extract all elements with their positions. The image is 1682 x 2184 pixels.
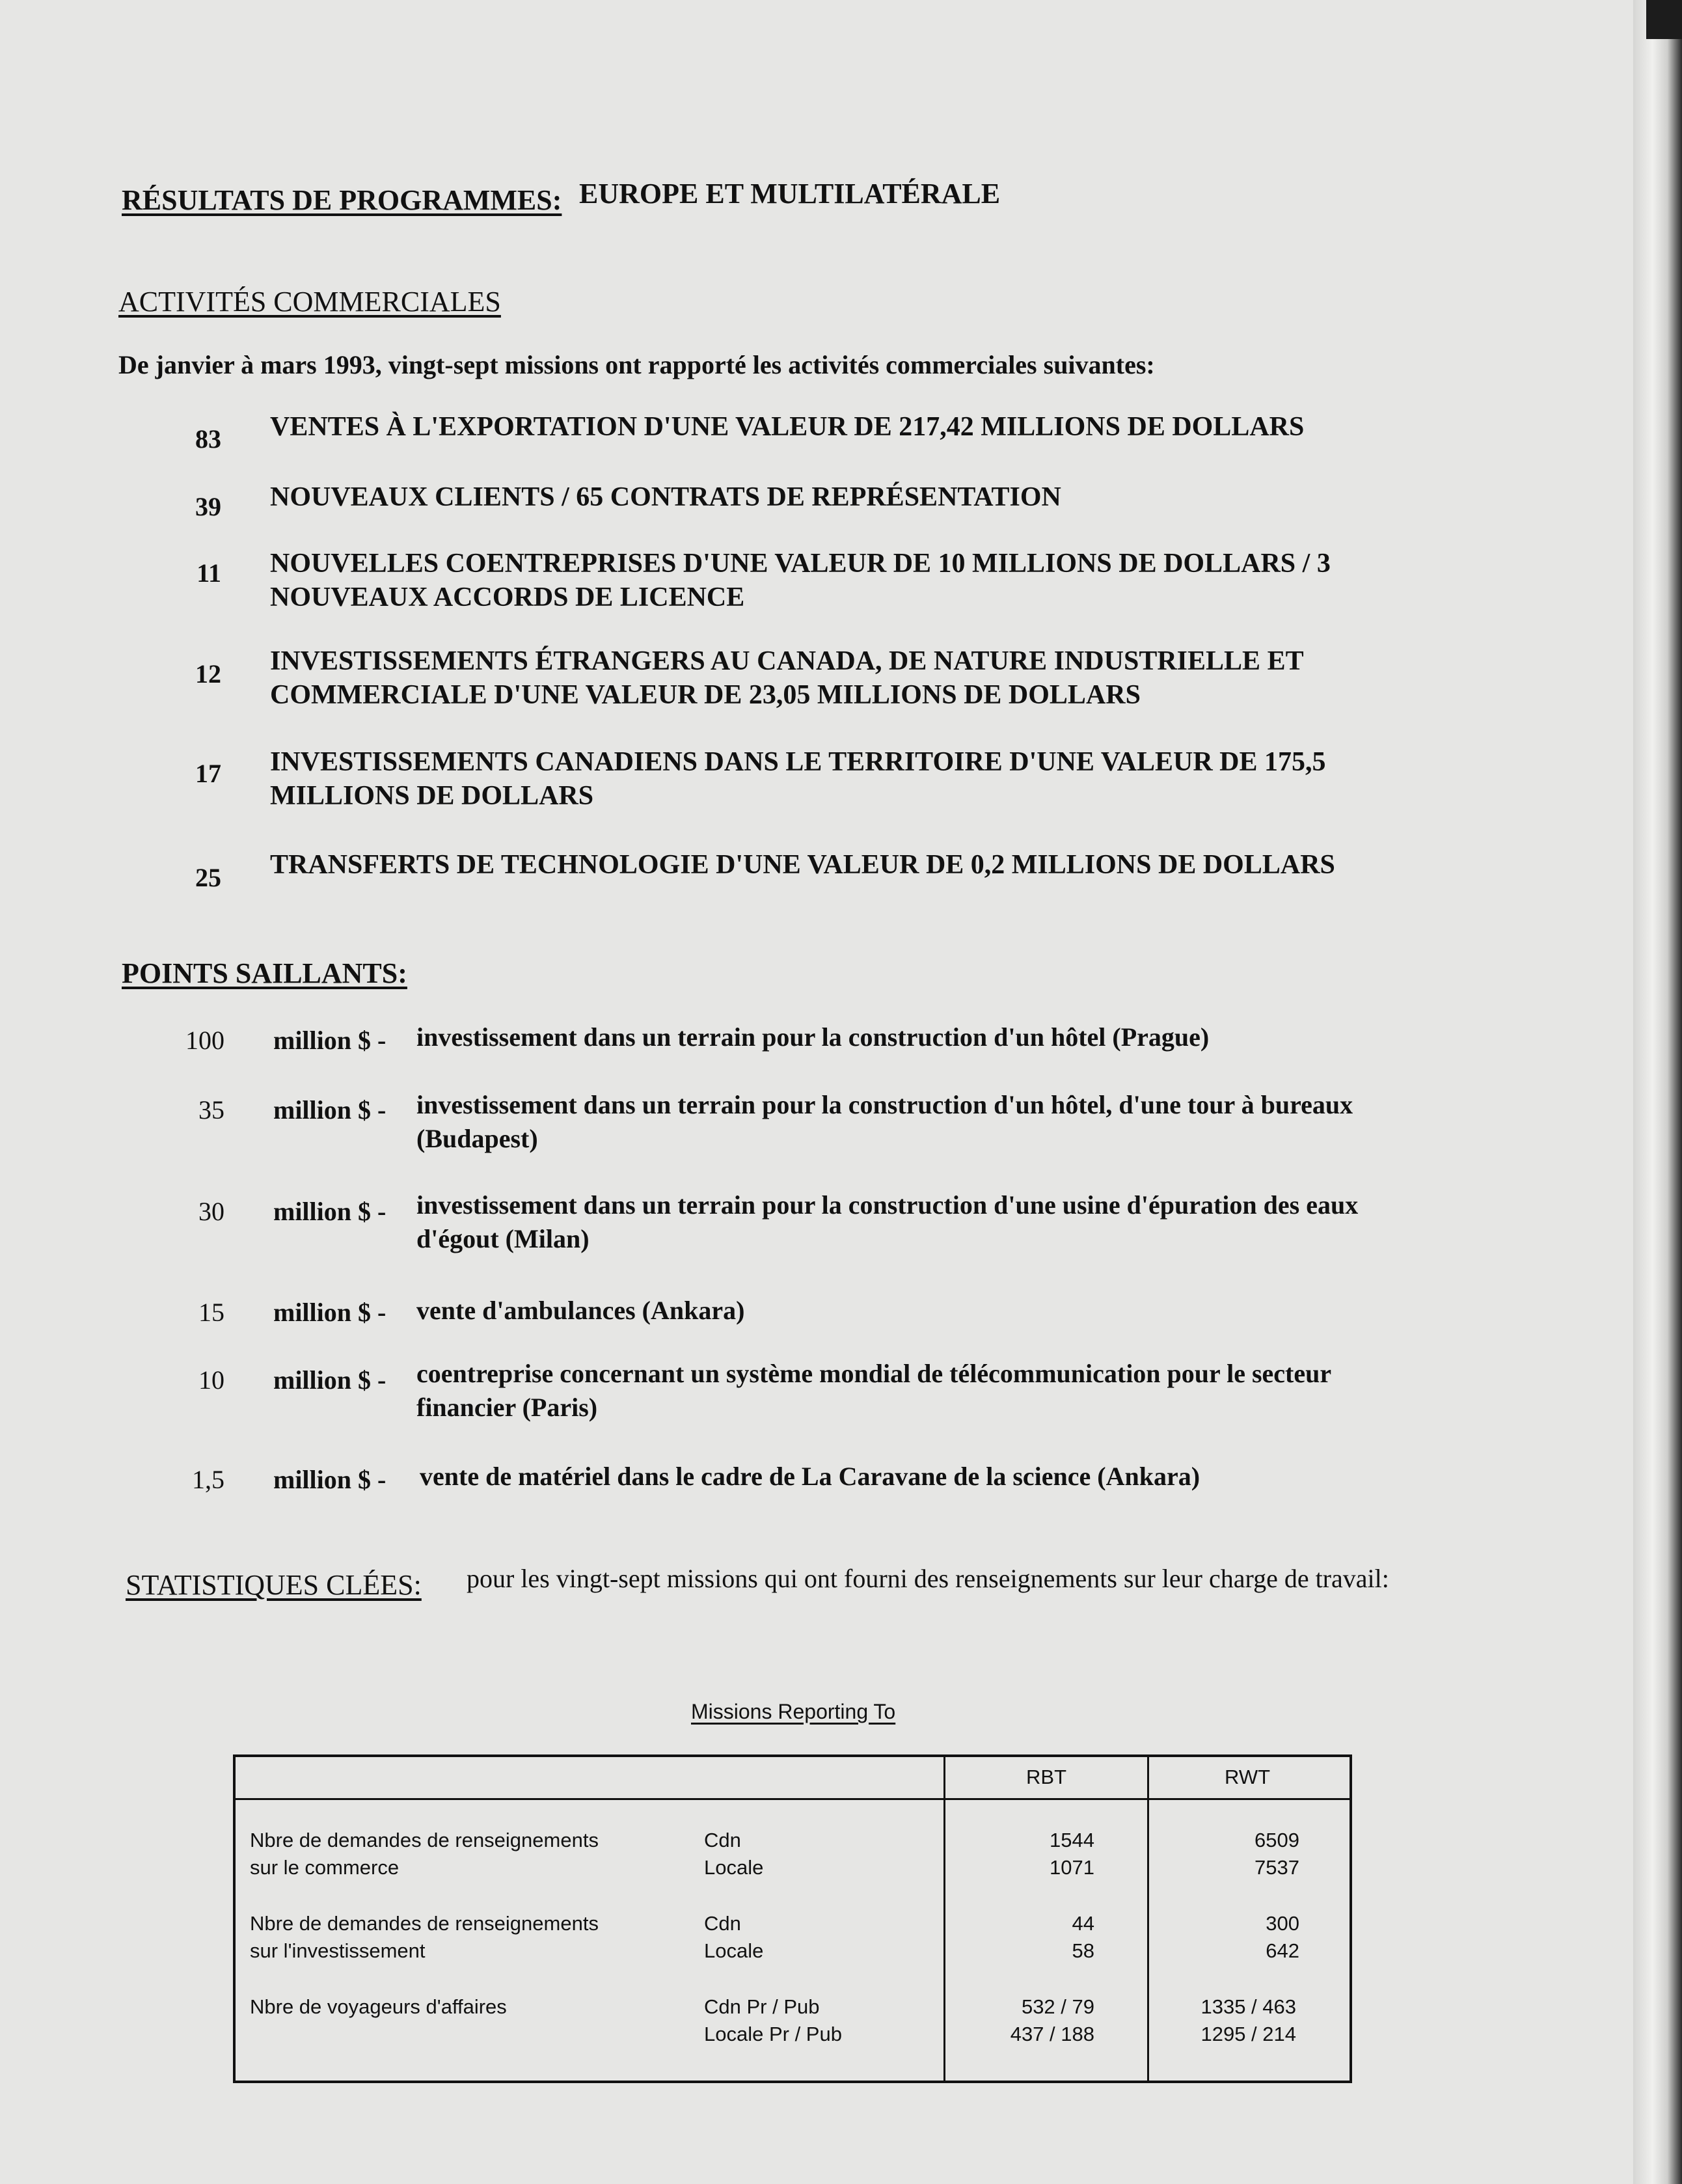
highlight-amount: 35 [198, 1095, 224, 1125]
section-title: EUROPE ET MULTILATÉRALE [579, 178, 1001, 210]
commercial-item: NOUVELLES COENTREPRISES D'UNE VALEUR DE 10 MILLIONS DE DOLLARS / 3 NOUVEAUX ACCORDS DE LICENCE [270, 549, 1331, 612]
row-sub: Locale [704, 1856, 764, 1879]
highlight-unit: million $ - [273, 1465, 387, 1494]
highlight-amount: 30 [198, 1197, 224, 1226]
highlight-amount: 10 [198, 1365, 224, 1395]
table-header-rule [236, 1798, 1350, 1800]
commercial-item: INVESTISSEMENTS CANADIENS DANS LE TERRITOIRE D'UNE VALEUR DE 175,5 MILLIONS DE DOLLARS [270, 747, 1326, 811]
highlight-unit: million $ - [273, 1365, 387, 1395]
commercial-count: 11 [197, 558, 221, 588]
highlight-text: investissement dans un terrain pour la construction d'un hôtel, d'une tour à bureaux (Budapest) [416, 1090, 1353, 1153]
page-edge [1633, 0, 1682, 2184]
highlight-unit: million $ - [273, 1298, 387, 1327]
highlight-text: vente d'ambulances (Ankara) [416, 1296, 745, 1325]
commercial-count: 83 [195, 424, 221, 454]
highlight-amount: 100 [185, 1026, 224, 1055]
commercial-item: NOUVEAUX CLIENTS / 65 CONTRATS DE REPRÉSENTATION [270, 482, 1061, 512]
highlight-text: investissement dans un terrain pour la construction d'un hôtel (Prague) [416, 1022, 1210, 1052]
highlight-amount: 15 [198, 1298, 224, 1327]
highlights-title: POINTS SAILLANTS: [122, 957, 407, 989]
table-caption: Missions Reporting To [691, 1700, 896, 1723]
commercial-intro: De janvier à mars 1993, vingt-sept missions ont rapporté les activités commerciales suivantes: [118, 350, 1155, 379]
rwt-value: 7537 [1255, 1856, 1299, 1879]
row-sub: Cdn Pr / Pub [704, 1995, 820, 2018]
rbt-value: 437 / 188 [1010, 2023, 1094, 2045]
scan-corner [1646, 0, 1682, 39]
row-label: sur l'investissement [250, 1939, 426, 1962]
section-label: RÉSULTATS DE PROGRAMMES: [122, 184, 562, 216]
highlight-text: investissement dans un terrain pour la construction d'une usine d'épuration des eaux d'égout (Milan) [416, 1190, 1359, 1253]
table-divider [943, 1757, 945, 2081]
rbt-value: 58 [1072, 1939, 1094, 1962]
row-label: Nbre de demandes de renseignements [250, 1829, 599, 1851]
stats-title: STATISTIQUES CLÉES: [126, 1569, 422, 1601]
row-label: sur le commerce [250, 1856, 400, 1879]
highlight-unit: million $ - [273, 1197, 387, 1226]
row-label: Nbre de demandes de renseignements [250, 1912, 599, 1935]
rwt-value: 1295 / 214 [1200, 2023, 1296, 2045]
highlight-text: coentreprise concernant un système mondial de télécommunication pour le secteur financier (Paris) [416, 1359, 1331, 1422]
highlight-unit: million $ - [273, 1026, 387, 1055]
rwt-value: 1335 / 463 [1200, 1995, 1296, 2018]
commercial-count: 25 [195, 863, 221, 892]
rbt-value: 1071 [1050, 1856, 1094, 1879]
commercial-item: VENTES À L'EXPORTATION D'UNE VALEUR DE 217,42 MILLIONS DE DOLLARS [270, 412, 1305, 442]
commercial-count: 17 [195, 759, 221, 788]
commercial-item: TRANSFERTS DE TECHNOLOGIE D'UNE VALEUR DE 0,2 MILLIONS DE DOLLARS [270, 850, 1335, 880]
column-header-rbt: RBT [1026, 1766, 1066, 1788]
row-sub: Locale [704, 1939, 764, 1962]
rwt-value: 642 [1266, 1939, 1299, 1962]
column-header-rwt: RWT [1225, 1766, 1271, 1788]
rbt-value: 1544 [1050, 1829, 1094, 1851]
commercial-item: INVESTISSEMENTS ÉTRANGERS AU CANADA, DE NATURE INDUSTRIELLE ET COMMERCIALE D'UNE VALEUR DE 23,05 MILLIONS DE DOLLARS [270, 646, 1303, 710]
rwt-value: 300 [1266, 1912, 1299, 1935]
row-label: Nbre de voyageurs d'affaires [250, 1995, 507, 2018]
stats-description: pour les vingt-sept missions qui ont fourni des renseignements sur leur charge de travail: [467, 1564, 1389, 1593]
row-sub: Cdn [704, 1829, 741, 1851]
row-sub: Locale Pr / Pub [704, 2023, 842, 2045]
commercial-count: 39 [195, 492, 221, 521]
commercial-title: ACTIVITÉS COMMERCIALES [118, 286, 501, 318]
commercial-count: 12 [195, 659, 221, 689]
highlight-unit: million $ - [273, 1095, 387, 1125]
rbt-value: 532 / 79 [1021, 1995, 1094, 2018]
highlight-amount: 1,5 [192, 1465, 224, 1494]
stats-table [233, 1754, 1352, 2083]
row-sub: Cdn [704, 1912, 741, 1935]
rwt-value: 6509 [1255, 1829, 1299, 1851]
rbt-value: 44 [1072, 1912, 1094, 1935]
highlight-text: vente de matériel dans le cadre de La Caravane de la science (Ankara) [420, 1462, 1200, 1491]
